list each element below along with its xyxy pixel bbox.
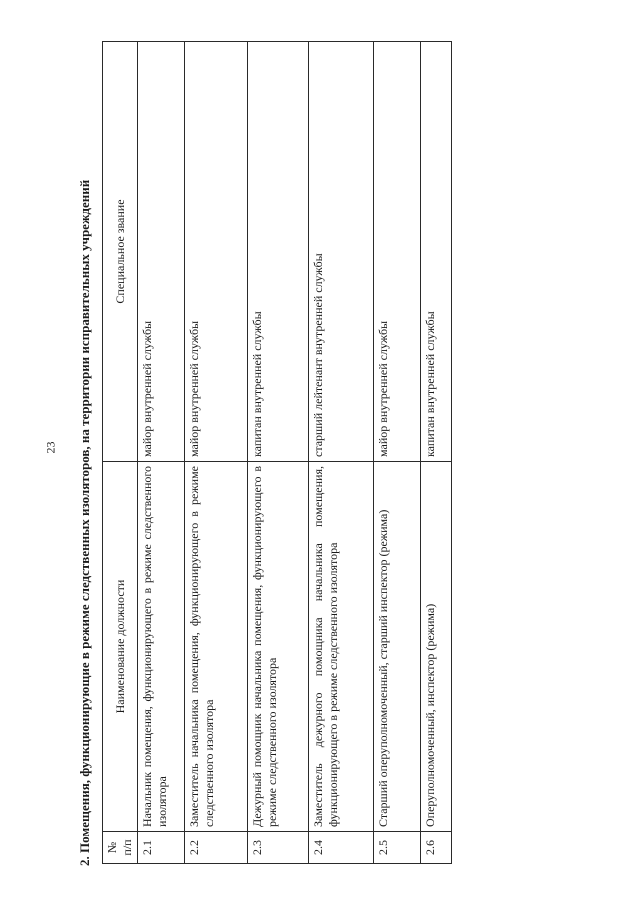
table-row (248, 42, 309, 864)
row-rank: майор внутренней службы (138, 42, 185, 462)
row-num: 2.6 (421, 832, 452, 864)
rotated-page-content (74, 40, 469, 870)
row-rank: майор внутренней службы (374, 42, 421, 462)
row-position: Начальник помещения, функционирующего в режиме следственного изолятора (138, 462, 185, 832)
page-number: 23 (43, 441, 58, 454)
table-row (309, 42, 374, 864)
row-num: 2.1 (138, 832, 185, 864)
row-num: 2.2 (185, 832, 248, 864)
row-position: Старший оперуполномоченный, старший инспектор (режима) (374, 462, 421, 832)
table-row (421, 42, 452, 864)
table-header-row (103, 42, 138, 864)
row-rank: капитан внутренней службы (248, 42, 309, 462)
row-num: 2.5 (374, 832, 421, 864)
section-heading: 2. Помещения, функционирующие в режиме следственных изоляторов, на территории исправительных учреждений (77, 179, 92, 866)
row-num: 2.3 (248, 832, 309, 864)
header-position: Наименование должности (103, 462, 138, 832)
table-row (185, 42, 248, 864)
header-rank: Специальное звание (103, 42, 138, 462)
header-num: № п/п (103, 832, 138, 864)
row-position: Заместитель дежурного помощника начальника помещения, функционирующего в режиме следственного изолятора (309, 462, 374, 832)
row-num: 2.4 (309, 832, 374, 864)
row-rank: майор внутренней службы (185, 42, 248, 462)
positions-table (102, 41, 452, 864)
row-position: Заместитель начальника помещения, функционирующего в режиме следственного изолятора (185, 462, 248, 832)
table-row (374, 42, 421, 864)
row-position: Оперуполномоченный, инспектор (режима) (421, 462, 452, 832)
row-position: Дежурный помощник начальника помещения, функционирующего в режиме следственного изолятора (248, 462, 309, 832)
table-row (138, 42, 185, 864)
row-rank: старший лейтенант внутренней службы (309, 42, 374, 462)
row-rank: капитан внутренней службы (421, 42, 452, 462)
